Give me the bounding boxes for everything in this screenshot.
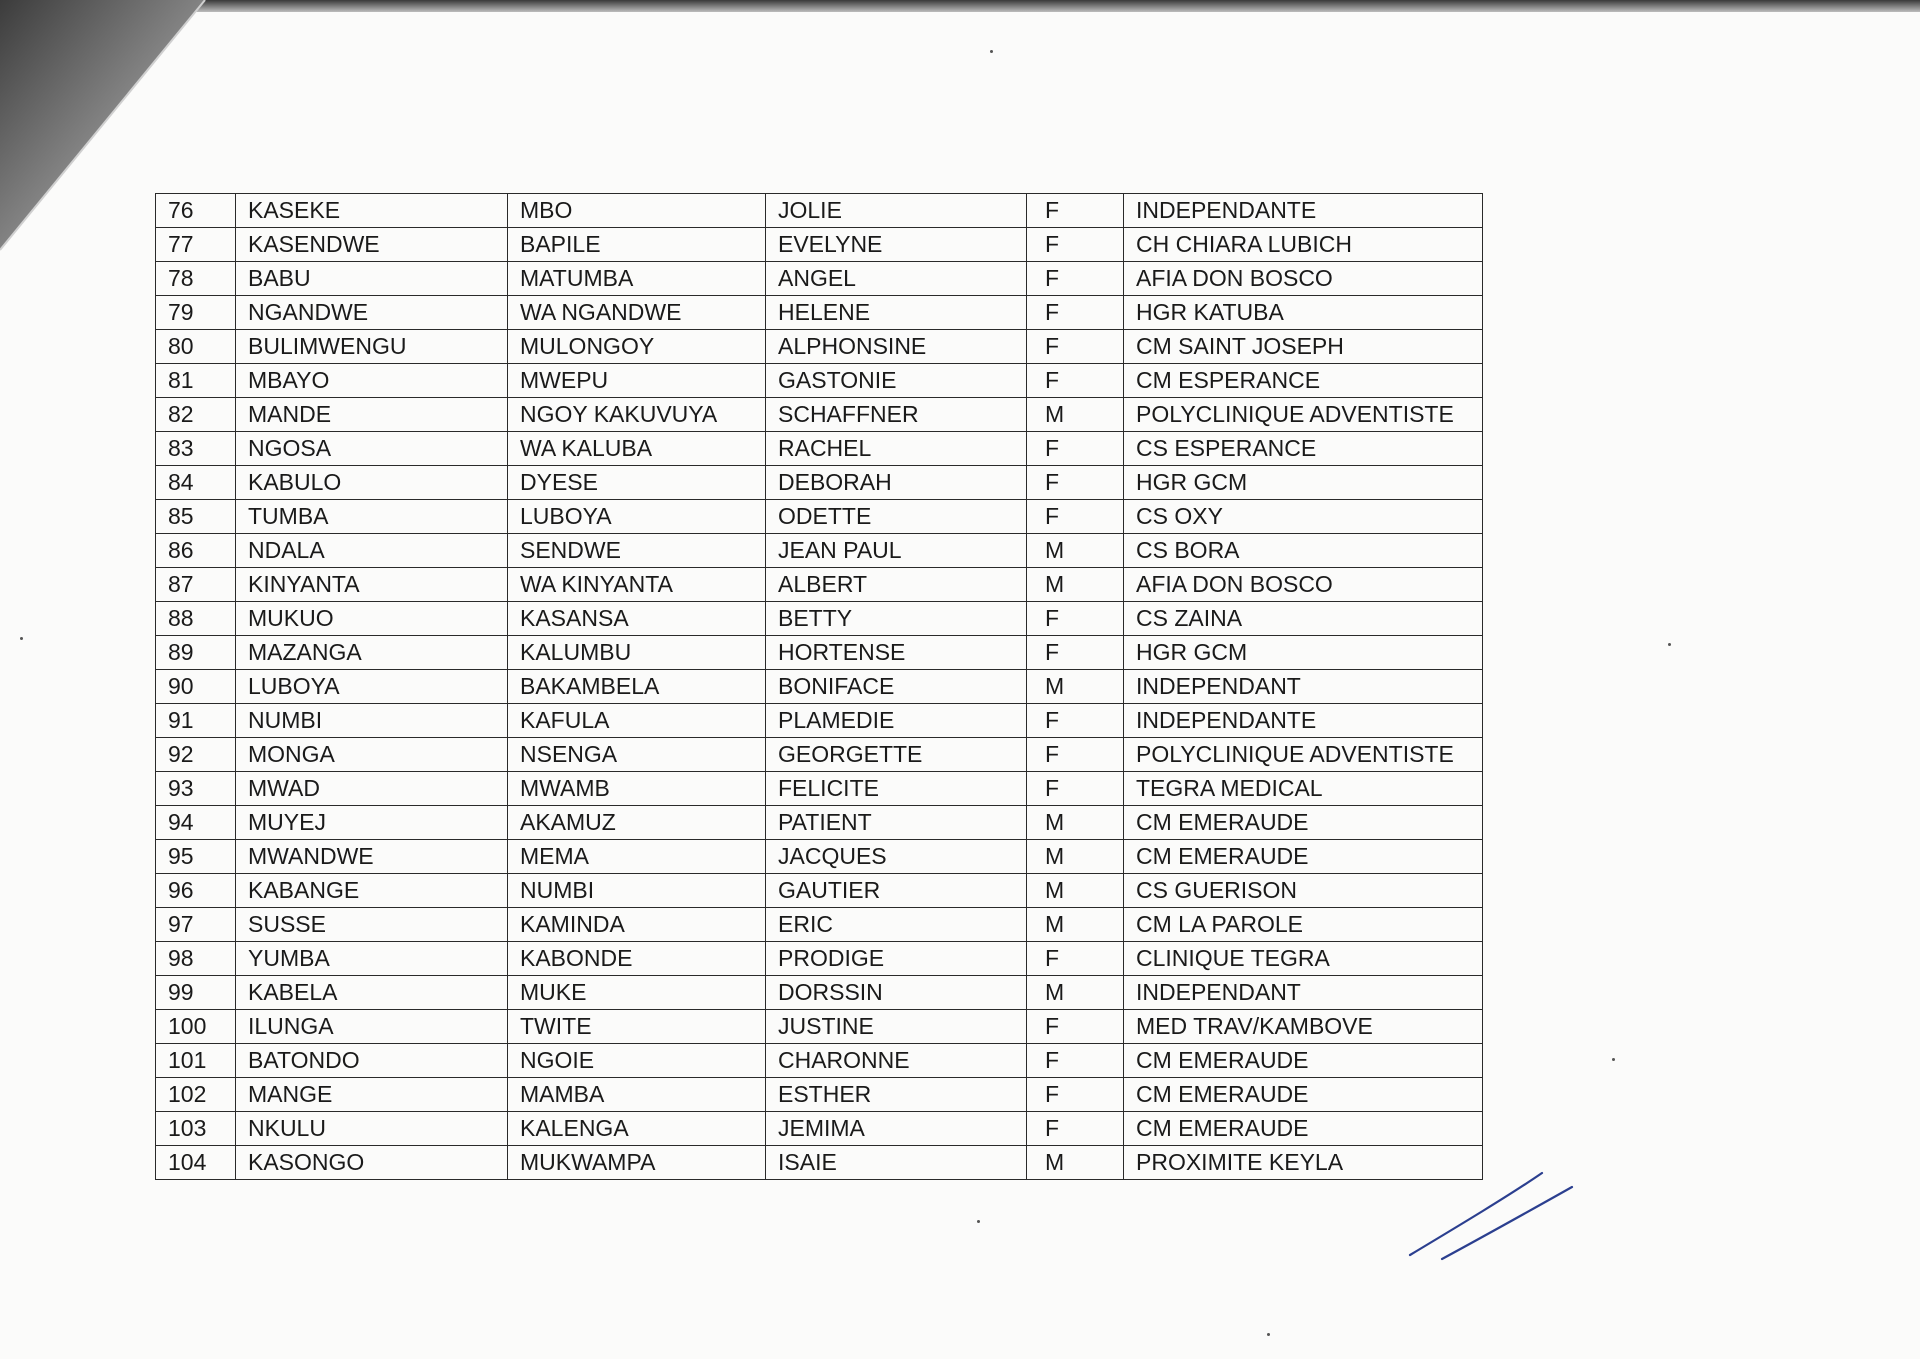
surname-cell: SUSSE	[236, 908, 508, 942]
table-row	[156, 228, 1483, 262]
facility-cell: INDEPENDANT	[1124, 976, 1483, 1010]
surname-cell: MAZANGA	[236, 636, 508, 670]
scan-speck	[1267, 1333, 1270, 1336]
sex-cell: F	[1027, 1078, 1124, 1112]
sex-cell: F	[1027, 228, 1124, 262]
sex-cell: M	[1027, 1146, 1124, 1180]
facility-cell: CM EMERAUDE	[1124, 1044, 1483, 1078]
scan-speck	[990, 50, 993, 53]
first-name-cell: JOLIE	[766, 194, 1027, 228]
sex-cell: M	[1027, 908, 1124, 942]
facility-cell: AFIA DON BOSCO	[1124, 568, 1483, 602]
table-row	[156, 942, 1483, 976]
first-name-cell: ODETTE	[766, 500, 1027, 534]
postname-cell: MULONGOY	[508, 330, 766, 364]
postname-cell: KALUMBU	[508, 636, 766, 670]
surname-cell: NGANDWE	[236, 296, 508, 330]
postname-cell: MATUMBA	[508, 262, 766, 296]
sex-cell: M	[1027, 670, 1124, 704]
postname-cell: DYESE	[508, 466, 766, 500]
postname-cell: AKAMUZ	[508, 806, 766, 840]
first-name-cell: DEBORAH	[766, 466, 1027, 500]
table-row	[156, 1010, 1483, 1044]
table-row	[156, 976, 1483, 1010]
row-number: 78	[156, 262, 236, 296]
facility-cell: CS OXY	[1124, 500, 1483, 534]
first-name-cell: FELICITE	[766, 772, 1027, 806]
facility-cell: CS BORA	[1124, 534, 1483, 568]
surname-cell: YUMBA	[236, 942, 508, 976]
facility-cell: CM EMERAUDE	[1124, 1078, 1483, 1112]
table-row	[156, 806, 1483, 840]
table-row	[156, 772, 1483, 806]
surname-cell: NKULU	[236, 1112, 508, 1146]
postname-cell: KAFULA	[508, 704, 766, 738]
facility-cell: POLYCLINIQUE ADVENTISTE	[1124, 398, 1483, 432]
row-number: 81	[156, 364, 236, 398]
sex-cell: M	[1027, 874, 1124, 908]
surname-cell: KASONGO	[236, 1146, 508, 1180]
table-row	[156, 874, 1483, 908]
table-row	[156, 840, 1483, 874]
sex-cell: F	[1027, 1010, 1124, 1044]
first-name-cell: ALBERT	[766, 568, 1027, 602]
facility-cell: CM EMERAUDE	[1124, 840, 1483, 874]
facility-cell: INDEPENDANTE	[1124, 194, 1483, 228]
surname-cell: NUMBI	[236, 704, 508, 738]
table-row	[156, 432, 1483, 466]
table-row	[156, 1078, 1483, 1112]
postname-cell: WA NGANDWE	[508, 296, 766, 330]
handwritten-pen-strokes	[1400, 1165, 1590, 1265]
scan-speck	[977, 1220, 980, 1223]
facility-cell: MED TRAV/KAMBOVE	[1124, 1010, 1483, 1044]
postname-cell: NGOIE	[508, 1044, 766, 1078]
sex-cell: F	[1027, 704, 1124, 738]
sex-cell: F	[1027, 602, 1124, 636]
sex-cell: F	[1027, 636, 1124, 670]
surname-cell: ILUNGA	[236, 1010, 508, 1044]
table-row	[156, 398, 1483, 432]
facility-cell: HGR GCM	[1124, 636, 1483, 670]
surname-cell: MONGA	[236, 738, 508, 772]
postname-cell: MBO	[508, 194, 766, 228]
sex-cell: F	[1027, 364, 1124, 398]
first-name-cell: ALPHONSINE	[766, 330, 1027, 364]
row-number: 94	[156, 806, 236, 840]
sex-cell: M	[1027, 976, 1124, 1010]
sex-cell: F	[1027, 1112, 1124, 1146]
surname-cell: MANGE	[236, 1078, 508, 1112]
postname-cell: MWAMB	[508, 772, 766, 806]
facility-cell: AFIA DON BOSCO	[1124, 262, 1483, 296]
sex-cell: M	[1027, 840, 1124, 874]
postname-cell: NUMBI	[508, 874, 766, 908]
facility-cell: CS GUERISON	[1124, 874, 1483, 908]
first-name-cell: EVELYNE	[766, 228, 1027, 262]
facility-cell: HGR KATUBA	[1124, 296, 1483, 330]
postname-cell: KASANSA	[508, 602, 766, 636]
table-row	[156, 670, 1483, 704]
postname-cell: MWEPU	[508, 364, 766, 398]
facility-cell: CM SAINT JOSEPH	[1124, 330, 1483, 364]
row-number: 86	[156, 534, 236, 568]
postname-cell: TWITE	[508, 1010, 766, 1044]
postname-cell: KALENGA	[508, 1112, 766, 1146]
scan-speck	[1668, 643, 1671, 646]
sex-cell: F	[1027, 1044, 1124, 1078]
facility-cell: CS ESPERANCE	[1124, 432, 1483, 466]
first-name-cell: RACHEL	[766, 432, 1027, 466]
record-table	[155, 193, 1483, 1180]
facility-cell: INDEPENDANTE	[1124, 704, 1483, 738]
surname-cell: BULIMWENGU	[236, 330, 508, 364]
facility-cell: CM EMERAUDE	[1124, 806, 1483, 840]
facility-cell: TEGRA MEDICAL	[1124, 772, 1483, 806]
row-number: 82	[156, 398, 236, 432]
first-name-cell: ESTHER	[766, 1078, 1027, 1112]
surname-cell: MANDE	[236, 398, 508, 432]
postname-cell: MUKWAMPA	[508, 1146, 766, 1180]
first-name-cell: BETTY	[766, 602, 1027, 636]
facility-cell: POLYCLINIQUE ADVENTISTE	[1124, 738, 1483, 772]
sex-cell: F	[1027, 772, 1124, 806]
first-name-cell: SCHAFFNER	[766, 398, 1027, 432]
facility-cell: CM ESPERANCE	[1124, 364, 1483, 398]
postname-cell: LUBOYA	[508, 500, 766, 534]
first-name-cell: ERIC	[766, 908, 1027, 942]
sex-cell: F	[1027, 942, 1124, 976]
postname-cell: BAPILE	[508, 228, 766, 262]
scan-speck	[20, 637, 23, 640]
table-row	[156, 1112, 1483, 1146]
table-row	[156, 908, 1483, 942]
surname-cell: LUBOYA	[236, 670, 508, 704]
surname-cell: KINYANTA	[236, 568, 508, 602]
first-name-cell: PLAMEDIE	[766, 704, 1027, 738]
sex-cell: F	[1027, 194, 1124, 228]
sex-cell: M	[1027, 398, 1124, 432]
first-name-cell: HELENE	[766, 296, 1027, 330]
row-number: 85	[156, 500, 236, 534]
row-number: 76	[156, 194, 236, 228]
row-number: 88	[156, 602, 236, 636]
surname-cell: NDALA	[236, 534, 508, 568]
sex-cell: M	[1027, 806, 1124, 840]
postname-cell: KABONDE	[508, 942, 766, 976]
first-name-cell: JEMIMA	[766, 1112, 1027, 1146]
sex-cell: F	[1027, 432, 1124, 466]
row-number: 95	[156, 840, 236, 874]
surname-cell: KABULO	[236, 466, 508, 500]
table-row	[156, 296, 1483, 330]
row-number: 79	[156, 296, 236, 330]
row-number: 90	[156, 670, 236, 704]
facility-cell: PROXIMITE KEYLA	[1124, 1146, 1483, 1180]
row-number: 84	[156, 466, 236, 500]
postname-cell: KAMINDA	[508, 908, 766, 942]
row-number: 99	[156, 976, 236, 1010]
surname-cell: MWAD	[236, 772, 508, 806]
sex-cell: F	[1027, 466, 1124, 500]
surname-cell: KABELA	[236, 976, 508, 1010]
first-name-cell: CHARONNE	[766, 1044, 1027, 1078]
sex-cell: F	[1027, 296, 1124, 330]
row-number: 92	[156, 738, 236, 772]
first-name-cell: JUSTINE	[766, 1010, 1027, 1044]
table-row	[156, 738, 1483, 772]
row-number: 93	[156, 772, 236, 806]
table-row	[156, 636, 1483, 670]
sex-cell: F	[1027, 738, 1124, 772]
table-row	[156, 1044, 1483, 1078]
first-name-cell: GAUTIER	[766, 874, 1027, 908]
postname-cell: SENDWE	[508, 534, 766, 568]
first-name-cell: JEAN PAUL	[766, 534, 1027, 568]
table-row	[156, 364, 1483, 398]
table-row	[156, 704, 1483, 738]
facility-cell: CLINIQUE TEGRA	[1124, 942, 1483, 976]
postname-cell: MEMA	[508, 840, 766, 874]
row-number: 98	[156, 942, 236, 976]
surname-cell: NGOSA	[236, 432, 508, 466]
surname-cell: MUYEJ	[236, 806, 508, 840]
record-table-body	[156, 194, 1483, 1180]
scan-speck	[1612, 1058, 1615, 1061]
sex-cell: F	[1027, 500, 1124, 534]
surname-cell: MUKUO	[236, 602, 508, 636]
first-name-cell: HORTENSE	[766, 636, 1027, 670]
row-number: 104	[156, 1146, 236, 1180]
table-row	[156, 602, 1483, 636]
table-row	[156, 466, 1483, 500]
table-row	[156, 534, 1483, 568]
table-row	[156, 262, 1483, 296]
first-name-cell: PRODIGE	[766, 942, 1027, 976]
row-number: 100	[156, 1010, 236, 1044]
row-number: 102	[156, 1078, 236, 1112]
facility-cell: CM LA PAROLE	[1124, 908, 1483, 942]
row-number: 80	[156, 330, 236, 364]
facility-cell: CH CHIARA LUBICH	[1124, 228, 1483, 262]
surname-cell: BATONDO	[236, 1044, 508, 1078]
facility-cell: CM EMERAUDE	[1124, 1112, 1483, 1146]
postname-cell: MAMBA	[508, 1078, 766, 1112]
surname-cell: MWANDWE	[236, 840, 508, 874]
table-row	[156, 1146, 1483, 1180]
first-name-cell: GEORGETTE	[766, 738, 1027, 772]
row-number: 87	[156, 568, 236, 602]
surname-cell: KASENDWE	[236, 228, 508, 262]
row-number: 83	[156, 432, 236, 466]
surname-cell: TUMBA	[236, 500, 508, 534]
row-number: 103	[156, 1112, 236, 1146]
surname-cell: BABU	[236, 262, 508, 296]
table-row	[156, 568, 1483, 602]
facility-cell: HGR GCM	[1124, 466, 1483, 500]
table-row	[156, 194, 1483, 228]
sex-cell: F	[1027, 330, 1124, 364]
postname-cell: WA KINYANTA	[508, 568, 766, 602]
postname-cell: NGOY KAKUVUYA	[508, 398, 766, 432]
first-name-cell: BONIFACE	[766, 670, 1027, 704]
first-name-cell: PATIENT	[766, 806, 1027, 840]
row-number: 91	[156, 704, 236, 738]
row-number: 77	[156, 228, 236, 262]
first-name-cell: DORSSIN	[766, 976, 1027, 1010]
sex-cell: M	[1027, 534, 1124, 568]
row-number: 96	[156, 874, 236, 908]
surname-cell: MBAYO	[236, 364, 508, 398]
facility-cell: INDEPENDANT	[1124, 670, 1483, 704]
surname-cell: KASEKE	[236, 194, 508, 228]
table-row	[156, 330, 1483, 364]
row-number: 97	[156, 908, 236, 942]
postname-cell: WA KALUBA	[508, 432, 766, 466]
facility-cell: CS ZAINA	[1124, 602, 1483, 636]
row-number: 101	[156, 1044, 236, 1078]
postname-cell: NSENGA	[508, 738, 766, 772]
sex-cell: M	[1027, 568, 1124, 602]
sex-cell: F	[1027, 262, 1124, 296]
first-name-cell: GASTONIE	[766, 364, 1027, 398]
first-name-cell: ANGEL	[766, 262, 1027, 296]
postname-cell: BAKAMBELA	[508, 670, 766, 704]
first-name-cell: ISAIE	[766, 1146, 1027, 1180]
surname-cell: KABANGE	[236, 874, 508, 908]
postname-cell: MUKE	[508, 976, 766, 1010]
first-name-cell: JACQUES	[766, 840, 1027, 874]
table-row	[156, 500, 1483, 534]
row-number: 89	[156, 636, 236, 670]
